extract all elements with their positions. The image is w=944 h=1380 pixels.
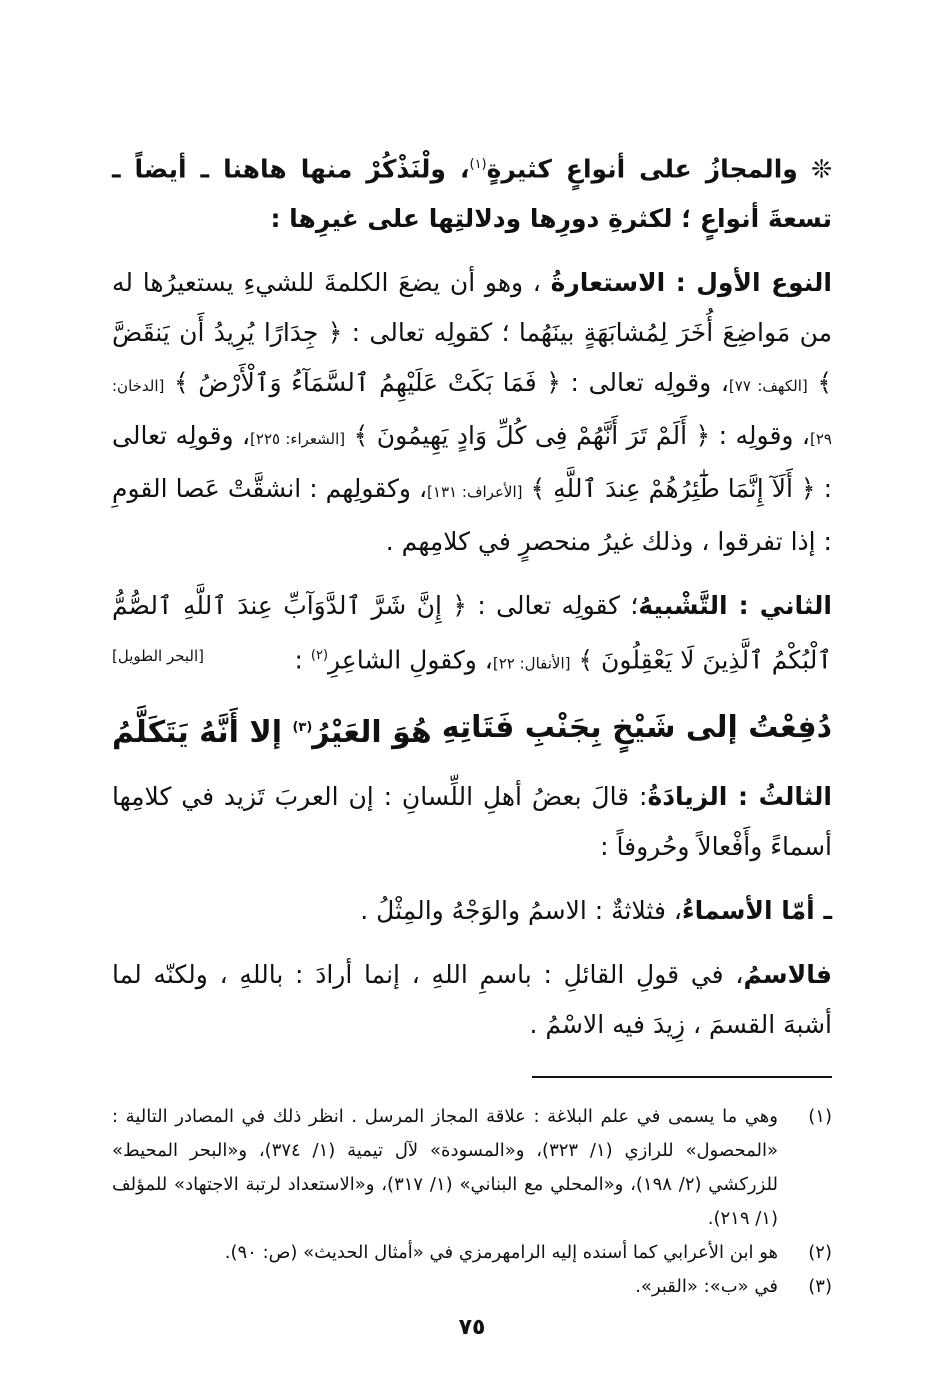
intro-rest: ، ولْنَذْكُرْ منها هاهنا ـ أيضاً ـ تسعةَ أنواعٍ ؛ لكثرةِ دورِها ودلالتِها على غيرِها : (112, 154, 832, 234)
footnote-number: (٣) (808, 1275, 832, 1297)
star-icon: ❊ (811, 154, 833, 184)
footnote-ref-2[interactable]: (٢) (310, 648, 329, 664)
footnote-ref-3[interactable]: (٣) (292, 719, 313, 735)
footnote-number: (٢) (808, 1241, 832, 1263)
quran-verse-1: ﴿ جِدَارًا يُرِيدُ أَن يَنقَضَّ ﴾ (112, 318, 832, 398)
page-number: ٧٥ (458, 1315, 486, 1340)
intro-paragraph (112, 140, 832, 244)
poetry-verse (112, 703, 832, 758)
type1-text-2: ، وقولِه تعالى : (570, 368, 729, 398)
page-body (112, 140, 832, 1304)
quran-verse-3: ﴿ أَلَمْ تَرَ أَنَّهُمْ فِى كُلِّ وَادٍ يَهِيمُونَ ﴾ (353, 421, 711, 451)
type1-heading: النوع الأول : الاستعارةُ (550, 268, 833, 298)
type3-paragraph (112, 772, 832, 872)
intro-lead: والمجازُ على أنواعٍ كثيرةٍ (486, 154, 798, 184)
type1-text-3: ، وقولِه : (718, 421, 811, 451)
footnote-text: وهي ما يسمى في علم البلاغة : علاقة المجاز المرسل . انظر ذلك في المصادر التالية : «المحصول» للرازي (١/ ٣٢٣)، و«المسودة» لآل تيمية (١/ ٣٧٤)، و«البحر المحيط» للزركشي (٢/ ١٩٨)، و«المحلي مع البناني» (١/ ٣١٧)، و«الاستعداد لرتبة الاجتهاد» للمؤلف (١/ ٢١٩). (112, 1105, 778, 1229)
footnote-item (112, 1100, 832, 1236)
footnote-number: (١) (808, 1105, 832, 1127)
footnote-item (112, 1236, 832, 1270)
type1-text-4: ، وقولِه تعالى : (112, 421, 833, 504)
quran-verse-5: ﴿ إِنَّ شَرَّ ٱلدَّوَآبِّ عِندَ ٱللَّهِ ٱلصُّمُّ ٱلْبُكْمُ ٱلَّذِينَ لَا يَعْقِلُونَ ﴾ (112, 591, 832, 675)
verse-hemistich-2 (112, 703, 432, 758)
verse-ref-3: [الشعراء: ٢٢٥] (250, 430, 346, 449)
ism-paragraph (112, 950, 832, 1050)
ism-heading: فالاسمُ (743, 959, 832, 989)
type2-paragraph (112, 581, 832, 688)
meter-label: [البحر الطويل] (112, 647, 205, 666)
type2-heading: الثاني : التَّشْبيهُ (638, 591, 832, 621)
type2-text-1: ؛ كقولِه تعالى : (477, 591, 639, 621)
verse-ref-4: [الأعراف: ١٣١] (427, 483, 523, 502)
quran-verse-2: ﴿ فَمَا بَكَتْ عَلَيْهِمُ ٱلسَّمَآءُ وَٱلْأَرْضُ ﴾ (174, 368, 561, 398)
verse-hemistich-2a: هُوَ العَيْرُ (312, 714, 432, 750)
footnote-item (112, 1270, 832, 1304)
verse-hemistich-2b: إلا أَنَّهُ يَتَكَلَّمُ (112, 714, 282, 750)
footnote-ref-1[interactable]: (١) (469, 157, 487, 172)
type3-heading: الثالثُ : الزيادَةُ (647, 781, 832, 811)
asmaa-text: ، فثلاثةٌ : الاسمُ والوَجْهُ والمِثْلُ . (360, 895, 682, 925)
footnote-text: هو ابن الأعرابي كما أسنده إليه الرامهرمزي في «أمثال الحديث» (ص: ٩٠). (224, 1241, 778, 1263)
verse-ref-5: [الأنفال: ٢٢] (492, 654, 571, 673)
type1-paragraph (112, 258, 832, 567)
verse-ref-2: [الدخان: ٢٩] (112, 377, 832, 449)
quran-verse-4: ﴿ أَلَآ إِنَّمَا طَٰٓئِرُهُمْ عِندَ ٱللَّهِ ﴾ (530, 474, 816, 504)
type2-text-3: : (294, 645, 303, 675)
verse-ref-1: [الكهف: ٧٧] (728, 377, 808, 396)
asmaa-heading: ـ أمّا الأسماءُ (681, 895, 832, 925)
footnotes (112, 1100, 832, 1304)
footnote-divider (532, 1076, 832, 1078)
type1-text-5: ، وكقولِهم : انشقَّتْ عَصا القومِ : إذا تفرقوا ، وذلك غيرُ منحصرٍ في كلامِهم . (112, 474, 832, 557)
ism-text: ، في قولِ القائلِ : باسمِ اللهِ ، إنما أرادَ : باللهِ ، ولكنّه لما أشبهَ القسمَ ، زِيدَ فيه الاسْمُ . (112, 959, 832, 1039)
footnote-text: في «ب»: «القبر». (635, 1275, 778, 1297)
verse-hemistich-1: دُفِعْتُ إلى شَيْخٍ بِجَنْبِ فَتَاتِهِ (441, 709, 832, 745)
type3-text-1: : قالَ بعضُ أهلِ اللِّسانِ : إن العربَ تَزيد في كلامِها أسماءً وأَفْعالاً وحُروفاً : (112, 781, 832, 861)
asmaa-paragraph (112, 886, 832, 936)
type1-text-1: ، وهو أن يضعَ الكلمةَ للشيءِ يستعيرُها له من مَواضِعَ أُخَرَ لِمُشابَهَةٍ بينَهُما ؛ كقولِه تعالى : (112, 268, 832, 348)
type2-text-2: ، وكقولِ الشاعِرِ (328, 645, 493, 675)
